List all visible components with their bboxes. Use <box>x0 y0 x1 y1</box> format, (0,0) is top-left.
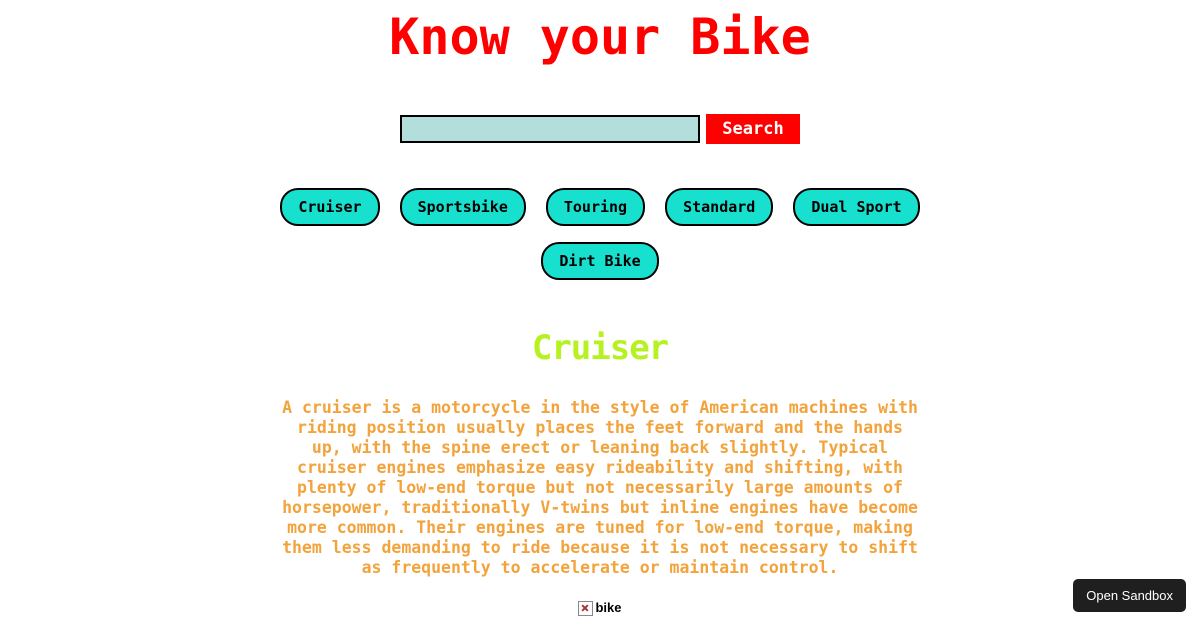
category-button-dual-sport[interactable]: Dual Sport <box>793 188 919 226</box>
selected-category-description: A cruiser is a motorcycle in the style of American machines with riding position usually places the feet forward and the hands up, with the spine erect or leaning back slightly. Typical cruiser engines emphasize easy rideability and shifting, with plenty of low-end torque but not necessarily large amounts of horsepower, traditionally V-twins but inline engines have become more common. Their engines are tuned for low-end torque, making them less demanding to ride because it is not necessary to shift as frequently to accelerate or maintain control. <box>282 398 918 577</box>
open-sandbox-button[interactable]: Open Sandbox <box>1073 579 1186 612</box>
search-button[interactable]: Search <box>706 114 799 144</box>
page-title: Know your Bike <box>389 8 811 66</box>
selected-category-title: Cruiser <box>531 328 669 368</box>
category-button-sportsbike[interactable]: Sportsbike <box>400 188 526 226</box>
category-button-standard[interactable]: Standard <box>665 188 773 226</box>
bike-image-placeholder <box>578 600 621 616</box>
category-buttons <box>280 188 920 280</box>
category-button-cruiser[interactable]: Cruiser <box>280 188 379 226</box>
category-button-touring[interactable]: Touring <box>546 188 645 226</box>
bike-image-alt-text: bike <box>595 600 622 615</box>
category-button-dirt-bike[interactable]: Dirt Bike <box>541 242 658 280</box>
search-bar <box>0 114 1200 144</box>
search-input[interactable] <box>400 115 700 143</box>
broken-image-icon <box>578 601 593 616</box>
